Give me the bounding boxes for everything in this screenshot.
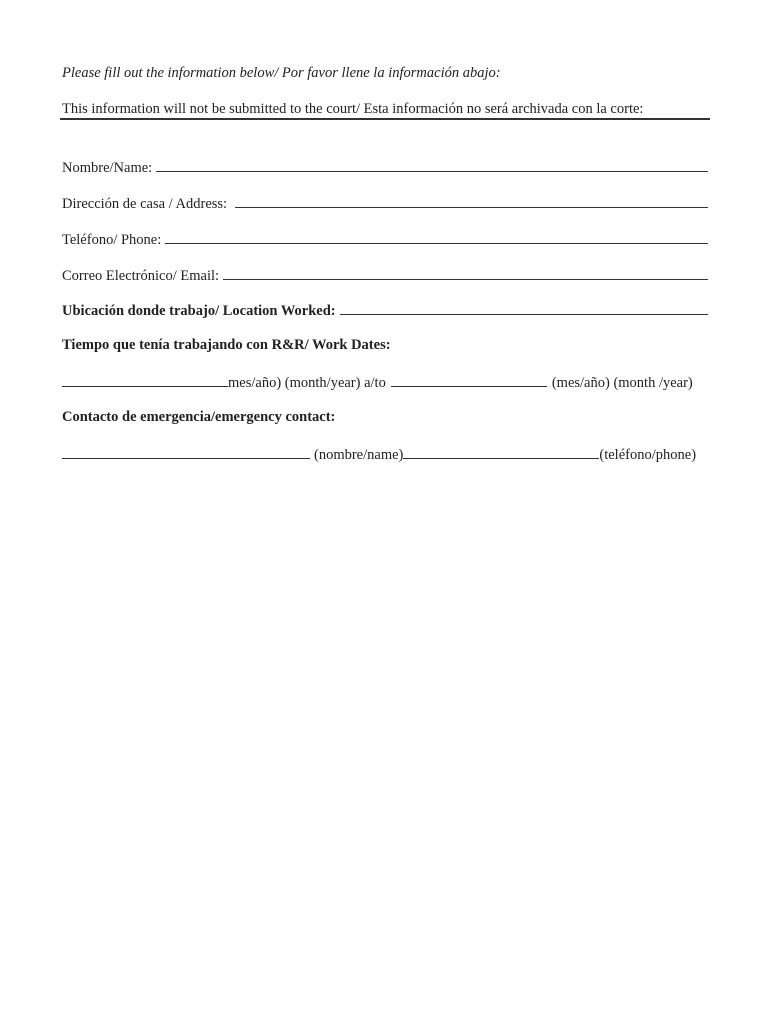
start-date-blank-line[interactable] bbox=[62, 372, 228, 387]
start-date-suffix: mes/año) (month/year) a/to bbox=[228, 375, 386, 391]
email-field-row bbox=[62, 265, 708, 285]
location-blank-line[interactable] bbox=[340, 300, 708, 315]
work-dates-heading: Tiempo que tenía trabajando con R&R/ Work Dates: bbox=[62, 337, 391, 353]
header-divider bbox=[60, 118, 710, 120]
end-date-suffix: (mes/año) (month /year) bbox=[551, 375, 693, 391]
name-label: Nombre/Name: bbox=[62, 160, 153, 176]
emergency-name-suffix: (nombre/name) bbox=[314, 447, 404, 463]
email-label: Correo Electrónico/ Email: bbox=[62, 268, 220, 284]
address-blank-line[interactable] bbox=[235, 193, 708, 208]
form-notice: This information will not be submitted to the court/ Esta información no será archivada con la corte: bbox=[62, 101, 644, 117]
emergency-name-blank-line[interactable] bbox=[62, 444, 310, 459]
emergency-heading: Contacto de emergencia/emergency contact: bbox=[62, 409, 336, 425]
address-field-row bbox=[62, 193, 708, 213]
phone-label: Teléfono/ Phone: bbox=[62, 232, 162, 248]
end-date-blank-line[interactable] bbox=[391, 372, 547, 387]
phone-blank-line[interactable] bbox=[165, 229, 708, 244]
form-intro: Please fill out the information below/ Por favor llene la información abajo: bbox=[62, 65, 501, 81]
phone-field-row bbox=[62, 229, 708, 249]
name-blank-line[interactable] bbox=[156, 157, 708, 172]
emergency-contact-row bbox=[62, 444, 706, 464]
emergency-phone-blank-line[interactable] bbox=[403, 444, 599, 459]
emergency-phone-suffix: (teléfono/phone) bbox=[599, 447, 697, 463]
location-label: Ubicación donde trabajo/ Location Worked: bbox=[62, 303, 336, 319]
work-dates-row bbox=[62, 372, 706, 392]
email-blank-line[interactable] bbox=[223, 265, 708, 280]
address-label: Dirección de casa / Address: bbox=[62, 196, 228, 212]
name-field-row bbox=[62, 157, 708, 177]
location-field-row bbox=[62, 300, 708, 320]
